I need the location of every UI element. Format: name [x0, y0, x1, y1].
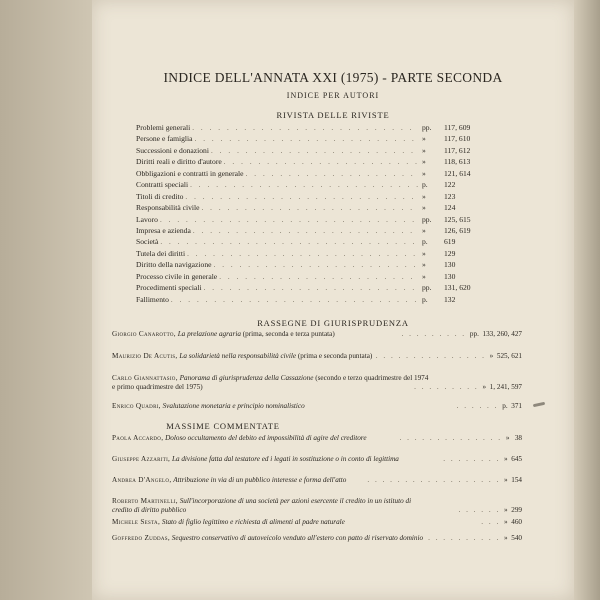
- entry-page-ref: 38: [514, 434, 522, 442]
- toc-label: Persone e famiglia: [136, 134, 193, 144]
- leader-dots: [204, 283, 418, 294]
- toc-page-prefix: »: [422, 134, 426, 144]
- entry-text: [112, 402, 432, 411]
- entry-note: (secondo e terzo quadrimestre del 1974 e primo quadrimestre del 1975): [112, 374, 429, 392]
- leader-dots: [211, 146, 418, 157]
- entry-ref: . . . . . . . . . » 1, 241, 597: [414, 383, 522, 392]
- toc-row: [136, 294, 496, 305]
- entry-page-prefix: p.: [502, 402, 508, 410]
- toc-label: Successioni e donazioni: [136, 145, 209, 155]
- entry-ref: . . . . . . . . . . . . . . . » 525, 621: [375, 352, 522, 360]
- toc-row: [136, 179, 496, 190]
- toc-row: [136, 168, 496, 179]
- toc-label: Lavoro: [136, 214, 158, 224]
- toc-page-ref: 117, 610: [444, 134, 471, 144]
- toc-page-ref: 122: [444, 180, 456, 190]
- toc-page-ref: 126, 619: [444, 225, 471, 235]
- entry-page-prefix: »: [504, 518, 508, 526]
- entry-title: Doloso occultamento del debito ed impossibilità di agire del creditore: [165, 434, 367, 442]
- toc-label: Diritti reali e diritto d'autore: [136, 157, 222, 167]
- toc-page-prefix: »: [422, 168, 426, 178]
- leader-dots: [160, 237, 418, 248]
- entry-page-ref: 154: [511, 476, 522, 484]
- toc-label: Società: [136, 237, 159, 247]
- entry-author: Michele Sesta,: [112, 518, 161, 526]
- entry-author: Paola Accardo,: [112, 434, 164, 442]
- leader-dots: [246, 169, 418, 180]
- leader-dots: [193, 226, 418, 237]
- entry-page-ref: 645: [511, 455, 522, 463]
- entry-text: [112, 534, 432, 543]
- entry-text: [112, 455, 432, 464]
- toc-page-ref: 118, 613: [444, 157, 471, 167]
- entry-ref: . . . . . . » 299: [458, 506, 522, 515]
- entry-page-ref: 299: [511, 506, 522, 515]
- toc-row: [136, 236, 496, 247]
- entry-title: Stato di figlio legittimo e richiesta di alimenti al padre naturale: [161, 518, 345, 526]
- leader-dots: [224, 157, 418, 168]
- rassegna-entry: [112, 402, 522, 411]
- rassegna-entry: [112, 374, 522, 392]
- entry-ref: . . . . . . . . » 645: [443, 455, 522, 463]
- toc-label: Contratti speciali: [136, 180, 189, 190]
- toc-page-ref: 121, 614: [444, 168, 471, 178]
- entry-note: (prima, seconda e terza puntata): [242, 330, 335, 338]
- massima-entry: [112, 434, 522, 443]
- page-title: INDICE DELL'ANNATA XXI (1975) - PARTE SECONDA: [163, 70, 503, 85]
- entry-page-prefix: »: [504, 476, 508, 484]
- entry-author: Giorgio Canarotto,: [112, 330, 176, 338]
- entry-ref: . . . . . . . . . . . . . . . . . . » 154: [367, 476, 522, 484]
- leader-dots: [214, 260, 419, 271]
- toc-row: [136, 145, 496, 156]
- entry-page-ref: 525, 621: [496, 352, 522, 360]
- toc-label: Titoli di credito: [136, 191, 184, 201]
- massima-entry: [112, 476, 522, 485]
- toc-page-prefix: »: [422, 157, 426, 167]
- pencil-mark: [533, 402, 545, 407]
- book-right-edge: [574, 0, 600, 600]
- entry-page-prefix: »: [504, 455, 508, 463]
- entry-author: Giuseppe Azzariti,: [112, 455, 171, 463]
- toc-label: Problemi generali: [136, 123, 191, 132]
- entry-author: Roberto Martinelli,: [112, 497, 178, 505]
- toc-page-ref: 131, 620: [444, 283, 471, 293]
- toc-page-prefix: »: [422, 203, 426, 213]
- toc-label: Diritto della navigazione: [136, 260, 212, 270]
- toc-label: Fallimento: [136, 294, 169, 304]
- toc-page-ref: 132: [444, 294, 456, 304]
- entry-title: Svalutazione monetaria e principio nominalistico: [162, 402, 305, 410]
- toc-page-prefix: »: [422, 225, 426, 235]
- toc-row: [136, 259, 496, 270]
- entry-page-ref: 540: [511, 534, 522, 542]
- toc-row: [136, 156, 496, 167]
- entry-page-prefix: »: [504, 506, 508, 515]
- section-heading-rassegne: RASSEGNE DI GIURISPRUDENZA: [257, 318, 409, 328]
- toc-page-ref: 124: [444, 203, 456, 213]
- massima-entry: [112, 455, 522, 464]
- toc-page-prefix: p.: [422, 294, 428, 304]
- entry-text: [112, 518, 432, 527]
- toc-page-prefix: »: [422, 271, 426, 281]
- toc-page-ref: 117, 609: [444, 123, 471, 132]
- rassegna-entry: [112, 330, 522, 339]
- massima-entry: [112, 497, 522, 515]
- section-heading-massime: MASSIME COMMENTATE: [166, 421, 280, 431]
- entry-page-prefix: »: [505, 434, 510, 442]
- toc-page-ref: 129: [444, 248, 456, 258]
- toc-page-prefix: pp.: [422, 214, 432, 224]
- toc-page-prefix: p.: [422, 180, 428, 190]
- entry-ref: . . . » 460: [481, 518, 522, 526]
- leader-dots: [171, 295, 418, 306]
- entry-page-ref: 371: [511, 402, 522, 410]
- leader-dots: [185, 192, 418, 203]
- entry-ref: . . . . . . . . . pp. 133, 260, 427: [401, 330, 522, 338]
- entry-page-prefix: »: [489, 352, 494, 360]
- entry-text: [112, 497, 432, 515]
- entry-text: [112, 374, 432, 392]
- toc-row: [136, 202, 496, 213]
- entry-title: La divisione fatta dal testatore ed i legati in sostituzione o in conto di legittima: [171, 455, 399, 463]
- toc-page-prefix: »: [422, 145, 426, 155]
- entry-author: Maurizio De Acutis,: [112, 352, 178, 360]
- toc-label: Responsabilità civile: [136, 203, 200, 213]
- book-left-edge: [0, 0, 92, 600]
- toc-page-ref: 123: [444, 191, 456, 201]
- entry-title: Panorama di giurisprudenza della Cassazione: [179, 374, 314, 382]
- leader-dots: [195, 134, 418, 145]
- entry-title: La solidarietà nella responsabilità civile: [179, 352, 297, 360]
- leader-dots: [160, 215, 418, 226]
- leader-dots: [201, 203, 418, 214]
- toc-page-ref: 125, 615: [444, 214, 471, 224]
- entry-author: Enrico Quadri,: [112, 402, 161, 410]
- entry-page-prefix: »: [504, 534, 508, 542]
- toc-label: Obbligazioni e contratti in generale: [136, 168, 244, 178]
- entry-author: Goffredo Zuddas,: [112, 534, 170, 542]
- toc-page-prefix: »: [422, 191, 426, 201]
- entry-title: La prelazione agraria: [177, 330, 241, 338]
- toc-row: [136, 122, 496, 133]
- rivista-toc: [136, 122, 496, 305]
- toc-row: [136, 271, 496, 282]
- leader-dots: [192, 123, 418, 134]
- entry-ref: . . . . . . . . . . » 540: [428, 534, 522, 542]
- page-subtitle: INDICE PER AUTORI: [286, 91, 380, 100]
- entry-text: [112, 330, 432, 339]
- entry-page-ref: 133, 260, 427: [482, 330, 522, 338]
- toc-row: [136, 225, 496, 236]
- toc-page-ref: 130: [444, 260, 456, 270]
- entry-ref: . . . . . . . . . . . . . . » 38: [399, 434, 522, 442]
- toc-page-prefix: pp.: [422, 123, 432, 132]
- rassegna-entry: [112, 352, 522, 361]
- toc-page-ref: 117, 612: [444, 145, 471, 155]
- entry-page-ref: 1, 241, 597: [489, 383, 522, 392]
- toc-page-prefix: »: [422, 260, 426, 270]
- document-page: [92, 0, 574, 600]
- entry-text: [112, 434, 432, 443]
- toc-label: Impresa e azienda: [136, 225, 191, 235]
- toc-page-ref: 619: [444, 237, 456, 247]
- entry-page-ref: 460: [511, 518, 522, 526]
- entry-title: Sequestro conservativo di autoveicolo venduto all'estero con patto di riservato dominio: [171, 534, 424, 542]
- section-heading-rivista: RIVISTA DELLE RIVISTE: [276, 110, 390, 120]
- entry-author: Andrea D'Angelo,: [112, 476, 172, 484]
- toc-row: [136, 133, 496, 144]
- entry-page-prefix: pp.: [469, 330, 479, 338]
- toc-label: Processo civile in generale: [136, 271, 218, 281]
- entry-title: Sull'incorporazione di una società per azioni esercente il credito in un istituto di credito di diritto pubblico: [112, 497, 412, 515]
- toc-label: Procedimenti speciali: [136, 283, 202, 293]
- leader-dots: [187, 249, 418, 260]
- entry-ref: . . . . . . p. 371: [456, 402, 522, 410]
- leader-dots: [190, 180, 418, 191]
- toc-row: [136, 282, 496, 293]
- toc-page-prefix: pp.: [422, 283, 432, 293]
- entry-title: Attribuzione in via di un pubblico interesse e forma dell'atto: [173, 476, 347, 484]
- massima-entry: [112, 518, 522, 527]
- toc-page-prefix: »: [422, 248, 426, 258]
- toc-label: Tutela dei diritti: [136, 248, 186, 258]
- massima-entry: [112, 534, 522, 543]
- entry-page-prefix: »: [482, 383, 487, 392]
- toc-page-ref: 130: [444, 271, 456, 281]
- entry-author: Carlo Giannattasio,: [112, 374, 178, 382]
- entry-note: (prima e seconda puntata): [297, 352, 373, 360]
- leader-dots: [219, 272, 418, 283]
- toc-page-prefix: p.: [422, 237, 428, 247]
- toc-row: [136, 248, 496, 259]
- toc-row: [136, 214, 496, 225]
- toc-row: [136, 191, 496, 202]
